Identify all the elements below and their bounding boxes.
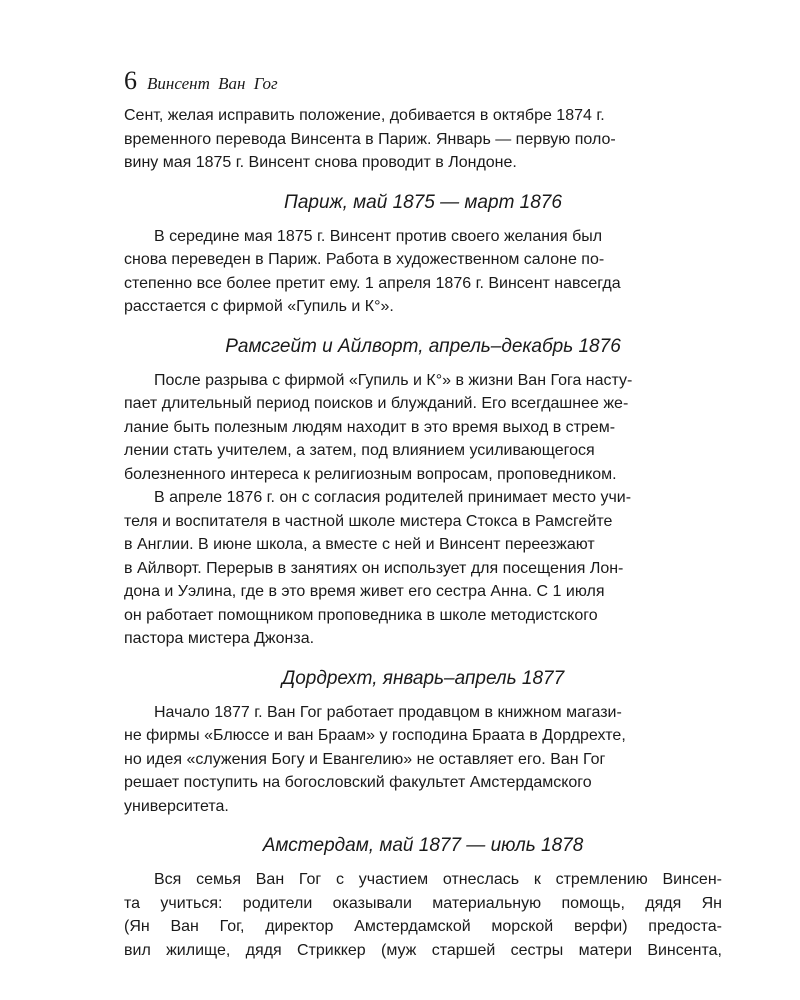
running-title: Винсент Ван Гог	[147, 74, 278, 93]
text-line: временного перевода Винсента в Париж. Январь — первую поло-	[124, 130, 616, 148]
text-line: Вся семья Ван Гог с участием отнеслась к стремлению Винсен-	[154, 871, 722, 888]
section-heading: Амстердам, май 1877 — июль 1878	[262, 835, 584, 856]
text-line: он работает помощником проповедника в школе методистского	[124, 606, 598, 624]
text-line: в Айлворт. Перерыв в занятиях он использует для посещения Лон-	[124, 559, 624, 577]
text-line: дона и Уэлина, где в это время живет его сестра Анна. С 1 июля	[124, 583, 605, 600]
book-page	[124, 66, 722, 962]
text-line: пает длительный период поисков и блужданий. Его всегдашнее же-	[124, 395, 629, 412]
text-line: (Ян Ван Гог, директор Амстердамской морской верфи) предоста-	[124, 918, 722, 935]
text-line: Сент, желая исправить положение, добивается в октябре 1874 г.	[124, 107, 605, 124]
text-line: В середине мая 1875 г. Винсент против своего желания был	[154, 227, 603, 245]
body-paragraph	[124, 868, 722, 962]
text-line: степенно все более претит ему. 1 апреля 1876 г. Винсент навсегда	[124, 274, 621, 292]
text-line: После разрыва с фирмой «Гупиль и К°» в жизни Ван Гога насту-	[154, 371, 633, 389]
text-line: Начало 1877 г. Ван Гог работает продавцом в книжном магази-	[154, 703, 622, 721]
text-line: расстается с фирмой «Гупиль и К°».	[124, 298, 394, 315]
body-paragraph	[124, 225, 722, 319]
section-heading: Дордрехт, январь–апрель 1877	[281, 667, 565, 689]
text-line: пастора мистера Джонза.	[124, 630, 315, 647]
text-line: теля и воспитателя в частной школе мистера Стокса в Рамсгейте	[124, 512, 613, 530]
text-line: та учиться: родители оказывали материальную помощь, дядя Ян	[124, 894, 722, 912]
section-heading: Рамсгейт и Айлворт, апрель–декабрь 1876	[225, 335, 621, 357]
text-line: болезненного интереса к религиозным вопросам, проповедником.	[124, 465, 617, 483]
body-paragraph	[124, 369, 722, 487]
text-line: но идея «служения Богу и Евангелию» не оставляет его. Ван Гог	[124, 750, 606, 768]
text-line: вил жилище, дядя Стриккер (муж старшей сестры матери Винсента,	[124, 941, 722, 959]
text-line: в Англии. В июне школа, а вместе с ней и Винсент переезжают	[124, 536, 595, 553]
page-header	[124, 66, 722, 96]
text-line: лание быть полезным людям находит в это время выход в стрем-	[124, 418, 616, 436]
text-line: В апреле 1876 г. он с согласия родителей принимает место учи-	[154, 489, 632, 506]
text-line: решает поступить на богословский факультет Амстердамского	[124, 774, 592, 791]
text-line: не фирмы «Блюссе и ван Браам» у господина Браата в Дордрехте,	[124, 727, 626, 744]
text-line: университета.	[124, 797, 229, 815]
text-line: снова переведен в Париж. Работа в художественном салоне по-	[124, 251, 605, 268]
text-line: лении стать учителем, а затем, под влиянием усиливающегося	[124, 442, 595, 459]
intro-paragraph	[124, 104, 722, 175]
body-paragraph	[124, 486, 722, 651]
section-heading: Париж, май 1875 — март 1876	[284, 191, 562, 213]
text-line: вину мая 1875 г. Винсент снова проводит в Лондоне.	[124, 154, 517, 171]
page-number: 6	[124, 66, 137, 95]
page-content	[124, 104, 722, 962]
body-paragraph	[124, 701, 722, 819]
